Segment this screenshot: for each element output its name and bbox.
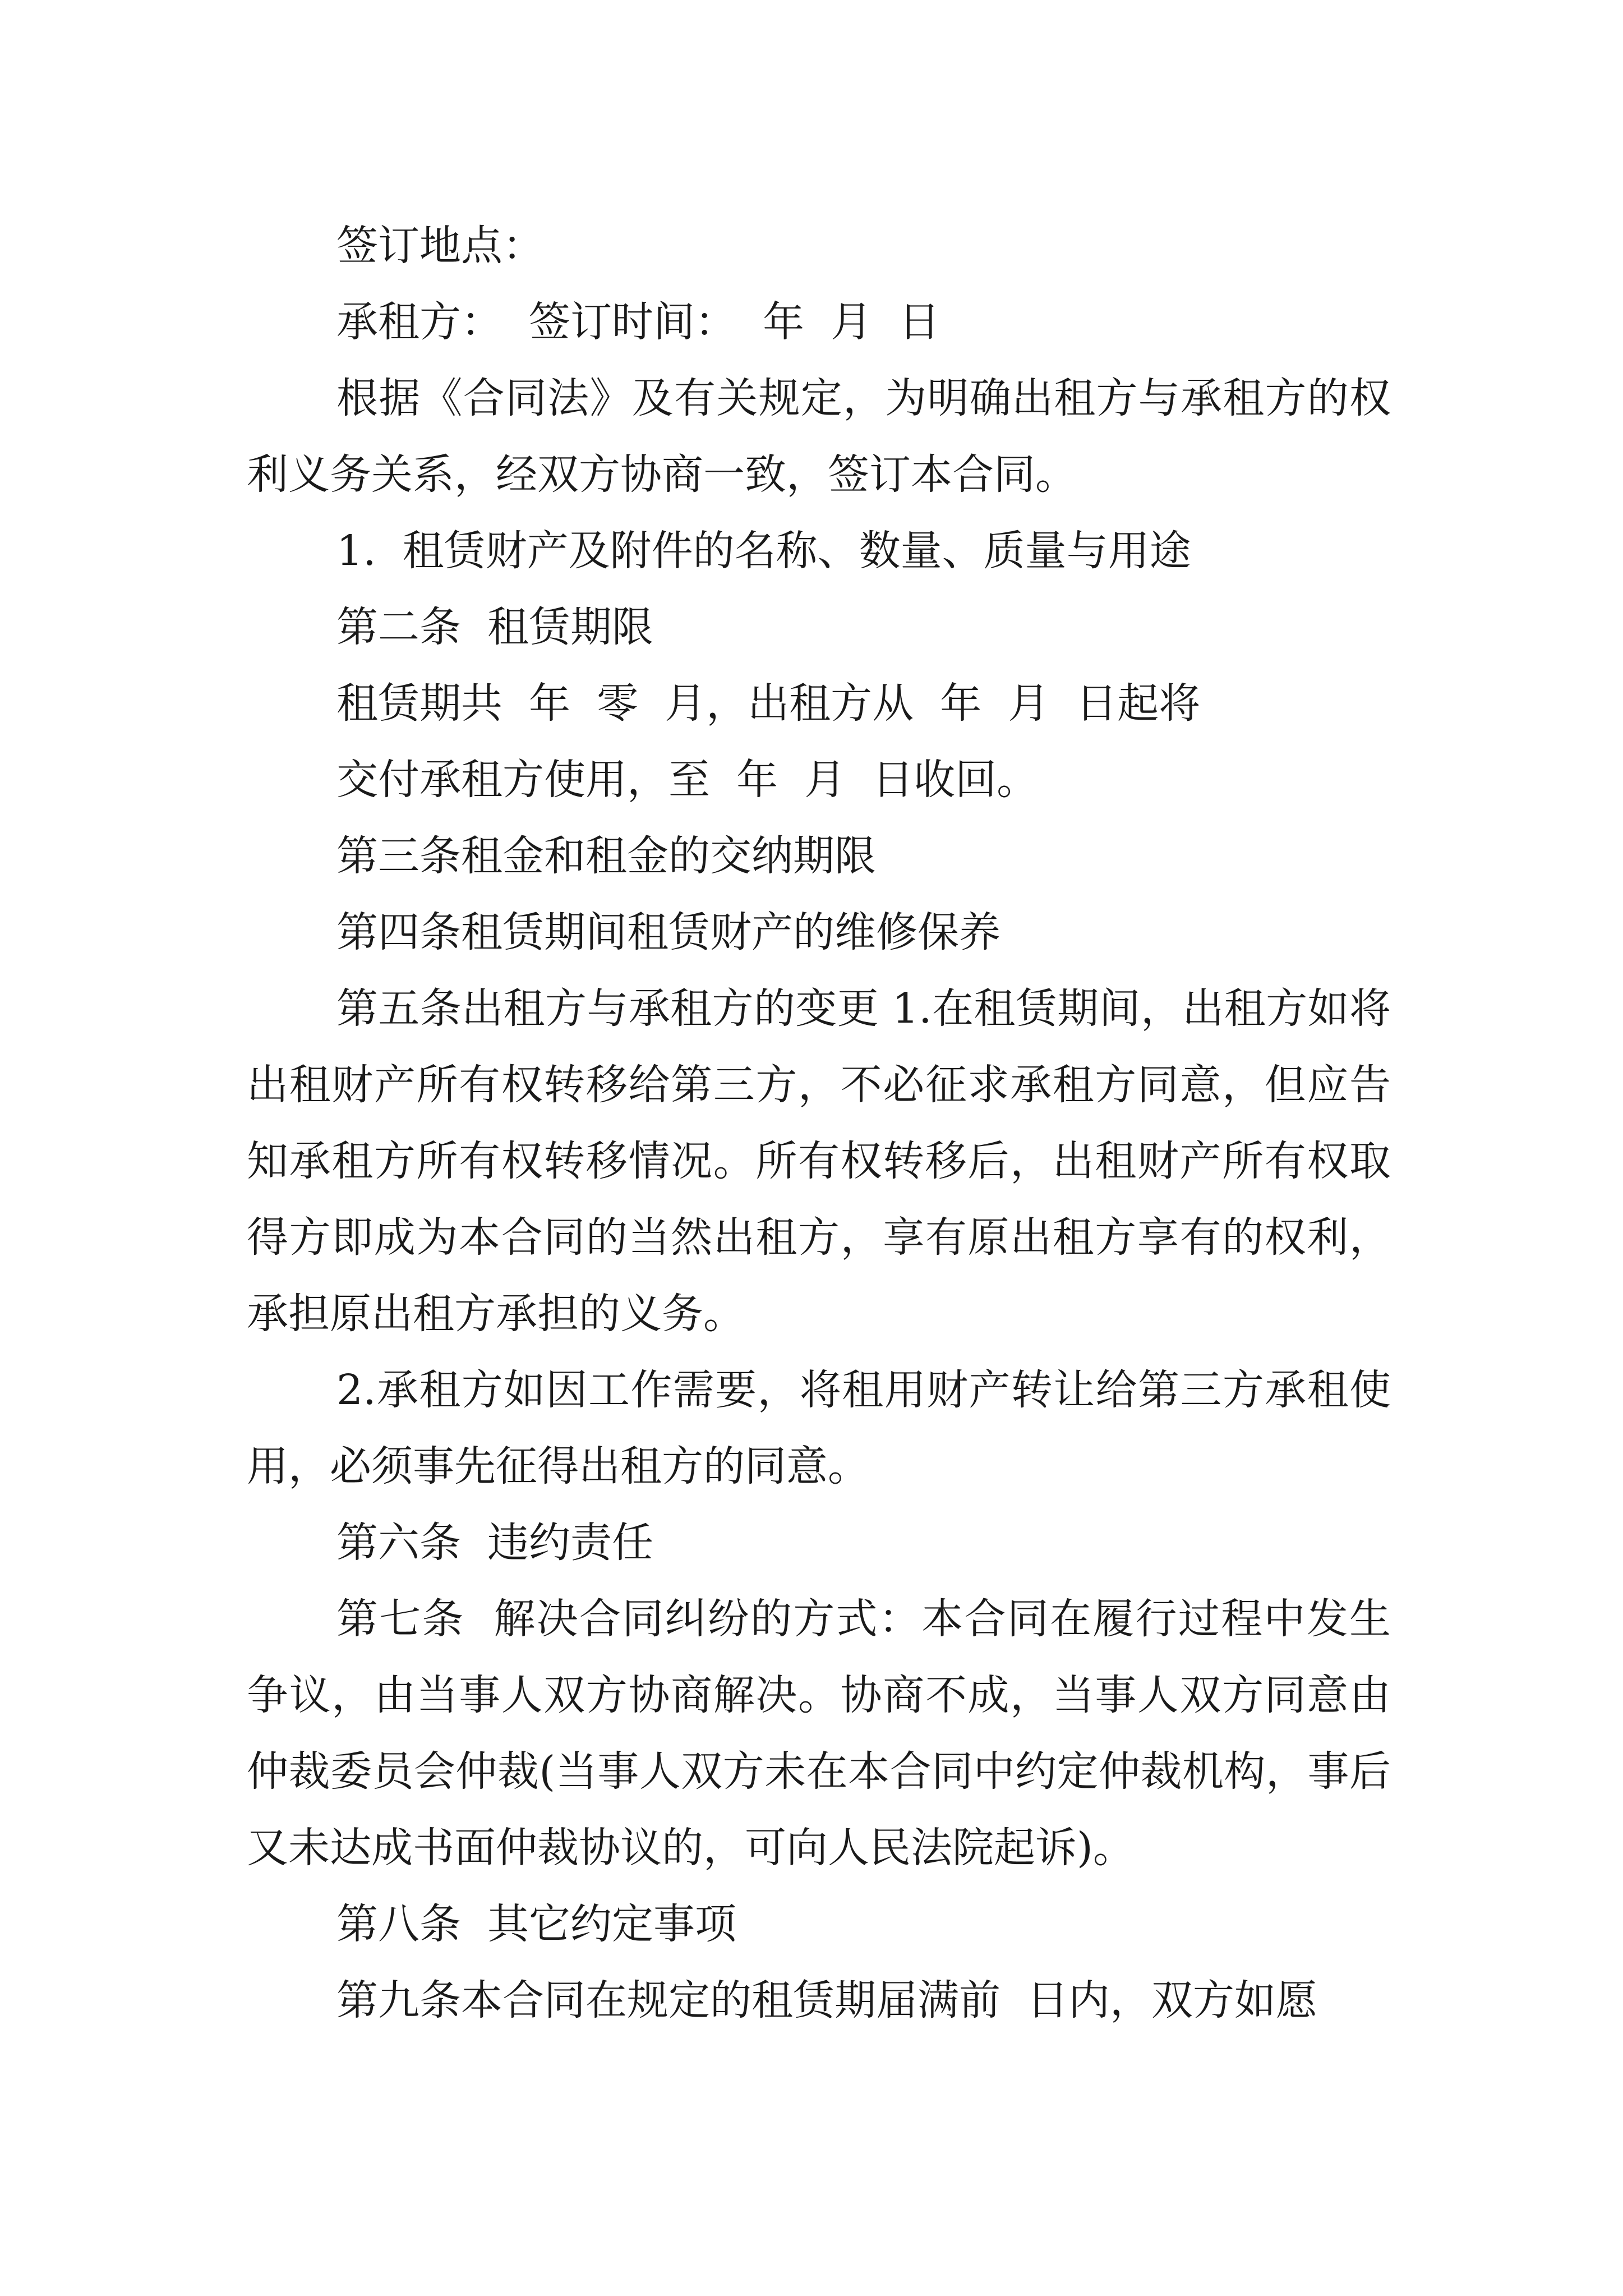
- lease-delivery-line: 交付承租方使用，至 年 月 日收回。: [336, 756, 1039, 804]
- clause-3-heading: 第三条租金和租金的交纳期限: [336, 832, 876, 880]
- clause-5-item-2: 2.承租方如因工作需要，将租用财产转让给第三方承租使用，必须事先征得出租方的同意。: [247, 1366, 1391, 1490]
- lease-term-line: 租赁期共 年 零 月，出租方从 年 月 日起将: [336, 679, 1201, 728]
- clause-7-paragraph: 第七条 解决合同纠纷的方式：本合同在履行过程中发生争议，由当事人双方协商解决。协商不成，当事人双方同意由 仲裁委员会仲裁(当事人双方未在本合同中约定仲裁机构，事后又未达成书面仲裁协议的，可向人民法院起诉)。: [247, 1595, 1418, 1872]
- clause-4-heading: 第四条租赁期间租赁财产的维修保养: [336, 908, 1000, 956]
- clause-2-heading: 第二条 租赁期限: [336, 603, 654, 651]
- lessee-signing-time-line: 承租方： 签订时间： 年 月 日: [336, 298, 940, 346]
- clause-6-heading: 第六条 违约责任: [336, 1519, 654, 1567]
- document-body: [247, 208, 1418, 2039]
- clause-5-paragraph: 第五条出租方与承租方的变更 1.在租赁期间，出租方如将出租财产所有权转移给第三方，不必征求承租方同意，但应告知承租方所有权转移情况。所有权转移后，出租财产所有权取得方即成为本合同的当然出租方，享有原出租方享有的权利，承担原出租方承担的义务。: [247, 984, 1391, 1338]
- clause-8-heading: 第八条 其它约定事项: [336, 1900, 737, 1948]
- preamble-paragraph: 根据《合同法》及有关规定，为明确出租方与承租方的权利义务关系，经双方协商一致，签订本合同。: [247, 374, 1391, 499]
- signing-location-line: 签订地点：: [336, 222, 544, 270]
- clause-9-paragraph: 第九条本合同在规定的租赁期届满前 日内，双方如愿: [336, 1976, 1318, 2024]
- clause-1-heading: 1. 租赁财产及附件的名称、数量、质量与用途: [336, 527, 1191, 575]
